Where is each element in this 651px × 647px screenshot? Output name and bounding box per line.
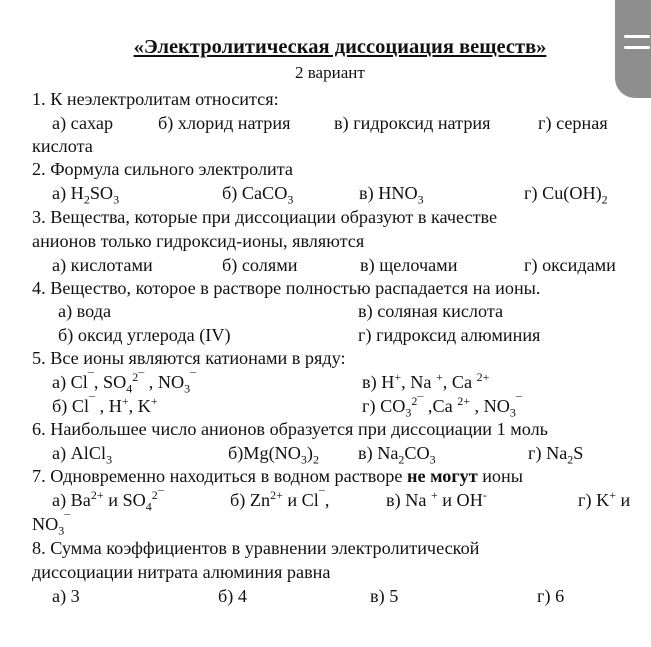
q1-option-a: а) сахар	[52, 113, 114, 133]
q6-option-b: $б)Mg(NO_3)_2$	[228, 443, 319, 467]
q4-option-c: в) соляная кислота	[358, 301, 504, 321]
q2-option-d: г) $Cu(OH)_2$	[524, 183, 608, 207]
q4-option-d: г) гидроксид алюминия	[358, 325, 541, 345]
question-1-text: 1. К неэлектролитам относится:	[32, 89, 279, 109]
q7-option-d: г) K+ и	[578, 487, 631, 510]
variant-label: 2 вариант	[295, 63, 365, 82]
q5-option-d: г) $CO_3^{2¯}$ ,Ca $^{2+}$ , $NO_3^¯$	[362, 393, 522, 420]
question-6-text: 6. Наибольшее число анионов образуется при диссоциации 1 моль	[32, 419, 548, 439]
q5-option-a: а) Cl¯, $SO_4^{2¯}$ , $NO_3^¯$	[52, 369, 197, 396]
q1-option-d: г) серная	[538, 113, 608, 133]
q6-option-c: в) $Na_2CO_3$	[358, 443, 436, 467]
question-5-text: 5. Все ионы являются катионами в ряду:	[32, 348, 346, 368]
q4-option-a: а) вода	[58, 301, 112, 321]
q1-continuation: кислота	[32, 136, 93, 156]
q8-option-a: а) 3	[52, 586, 80, 606]
q2-option-c: в) $HNO_3$	[359, 183, 424, 207]
question-8-text: 8. Сумма коэффициентов в уравнении электролитической	[32, 538, 480, 558]
q3-option-a: а) кислотами	[52, 255, 153, 275]
page-title: «Электролитическая диссоциация веществ»	[133, 36, 547, 58]
q1-option-c: в) гидроксид натрия	[334, 113, 491, 133]
q2-option-a: а) $H_2SO_3$	[52, 183, 120, 207]
q5-option-c: в) H+, Na +, Ca $^{2+}$	[362, 369, 490, 392]
hamburger-menu-icon[interactable]	[624, 35, 650, 57]
q4-option-b: б) оксид углерода (IV)	[58, 325, 231, 345]
q5-option-b: б) Cl¯ , H+, K+	[52, 393, 158, 416]
q2-option-b: б) CaCO$_3$	[222, 183, 294, 207]
question-2-text: 2. Формула сильного электролита	[32, 159, 294, 179]
q8-option-d: г) 6	[537, 586, 565, 606]
q3-option-b: б) солями	[222, 255, 298, 275]
question-3-text: 3. Вещества, которые при диссоциации образуют в качестве	[32, 207, 498, 227]
question-8-text-line2: диссоциации нитрата алюминия равна	[32, 562, 331, 582]
q7-continuation: $NO_3^¯$	[32, 511, 71, 538]
question-4-text: 4. Вещество, которое в растворе полностью распадается на ионы.	[32, 278, 541, 298]
q7-option-c: в) Na + и OH-	[386, 487, 487, 510]
q1-option-b: б) хлорид натрия	[158, 113, 291, 133]
q7-option-b: б) $Zn^{2+}$ и Cl¯,	[230, 487, 330, 510]
q6-option-a: а) AlCl$_3$	[52, 443, 113, 467]
q3-option-c: в) щелочами	[360, 255, 458, 275]
q8-option-b: б) 4	[218, 586, 247, 606]
question-7-text: 7. Одновременно находиться в водном растворе не могут ионы	[32, 466, 523, 486]
q8-option-c: в) 5	[370, 586, 399, 606]
menu-tab[interactable]	[615, 0, 651, 98]
q3-option-d: г) оксидами	[524, 255, 616, 275]
question-3-text-line2: анионов только гидроксид-ионы, являются	[32, 231, 365, 251]
q6-option-d: г) $Na_2S$	[528, 443, 584, 467]
q7-option-a: а) $Ba^{2+}$ и $SO_4^{2¯}$	[52, 487, 164, 514]
